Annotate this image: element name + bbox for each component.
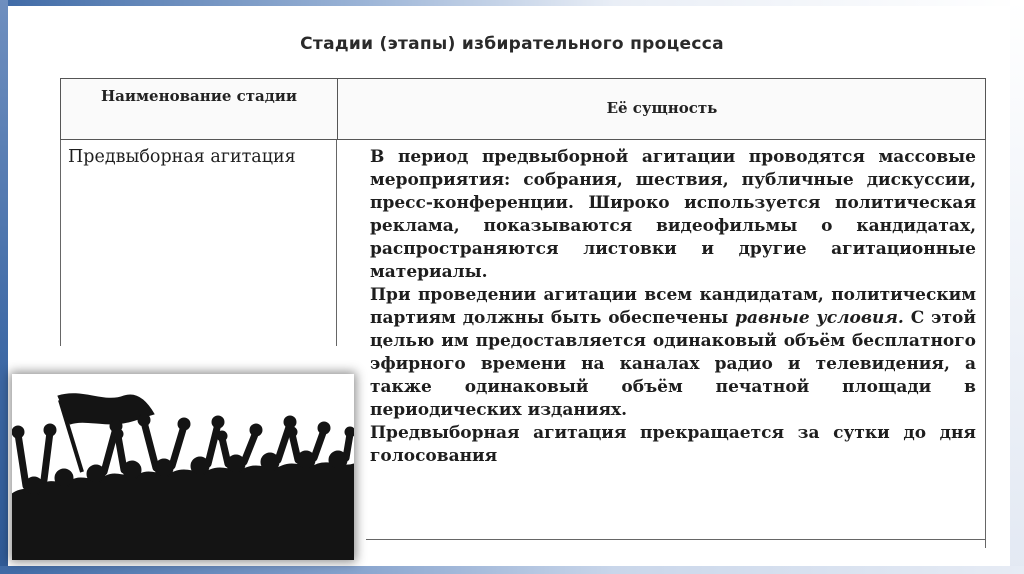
table-column-divider <box>336 140 337 346</box>
crowd-silhouette-image <box>12 374 354 560</box>
crowd-with-flag-icon <box>12 374 354 560</box>
table-left-border <box>60 140 61 346</box>
frame-bottom-border <box>0 566 1024 574</box>
frame-left-border <box>0 0 8 574</box>
table-header-row <box>60 78 986 140</box>
stage-name-cell: Предвыборная агитация <box>68 147 296 167</box>
table-right-border <box>985 140 986 548</box>
frame-right-border <box>1010 0 1024 574</box>
essence-paragraph-2 <box>370 284 976 422</box>
essence-p2-end: С этой целью им предоставляется одинаковый объём бесплатного эфирного времени на каналах радио и телевидения, а также одинаковый объём печатной площади в периодических изданиях. <box>370 308 977 420</box>
equal-conditions-emphasis: равные условия. <box>735 308 904 328</box>
stage-essence-cell <box>370 146 976 468</box>
essence-paragraph-1: В период предвыборной агитации проводятся массовые мероприятия: собрания, шествия, публичные дискуссии, пресс-конференции. Широко используется политическая реклама, показываются видеофильмы о кандидатах, распространяются листовки и другие агитационные материалы. <box>370 147 976 282</box>
table-bottom-border <box>366 539 986 540</box>
essence-p2-start: При проведении агитации всем кандидатам, политическим партиям должны быть обеспечены <box>370 285 976 328</box>
essence-paragraph-3: Предвыборная агитация прекращается за сутки до дня голосования <box>370 423 976 466</box>
slide-title: Стадии (этапы) избирательного процесса <box>300 34 724 54</box>
frame-top-border <box>0 0 1024 6</box>
header-stage-name: Наименование стадии <box>101 87 297 105</box>
header-essence: Её сущность <box>606 99 718 117</box>
